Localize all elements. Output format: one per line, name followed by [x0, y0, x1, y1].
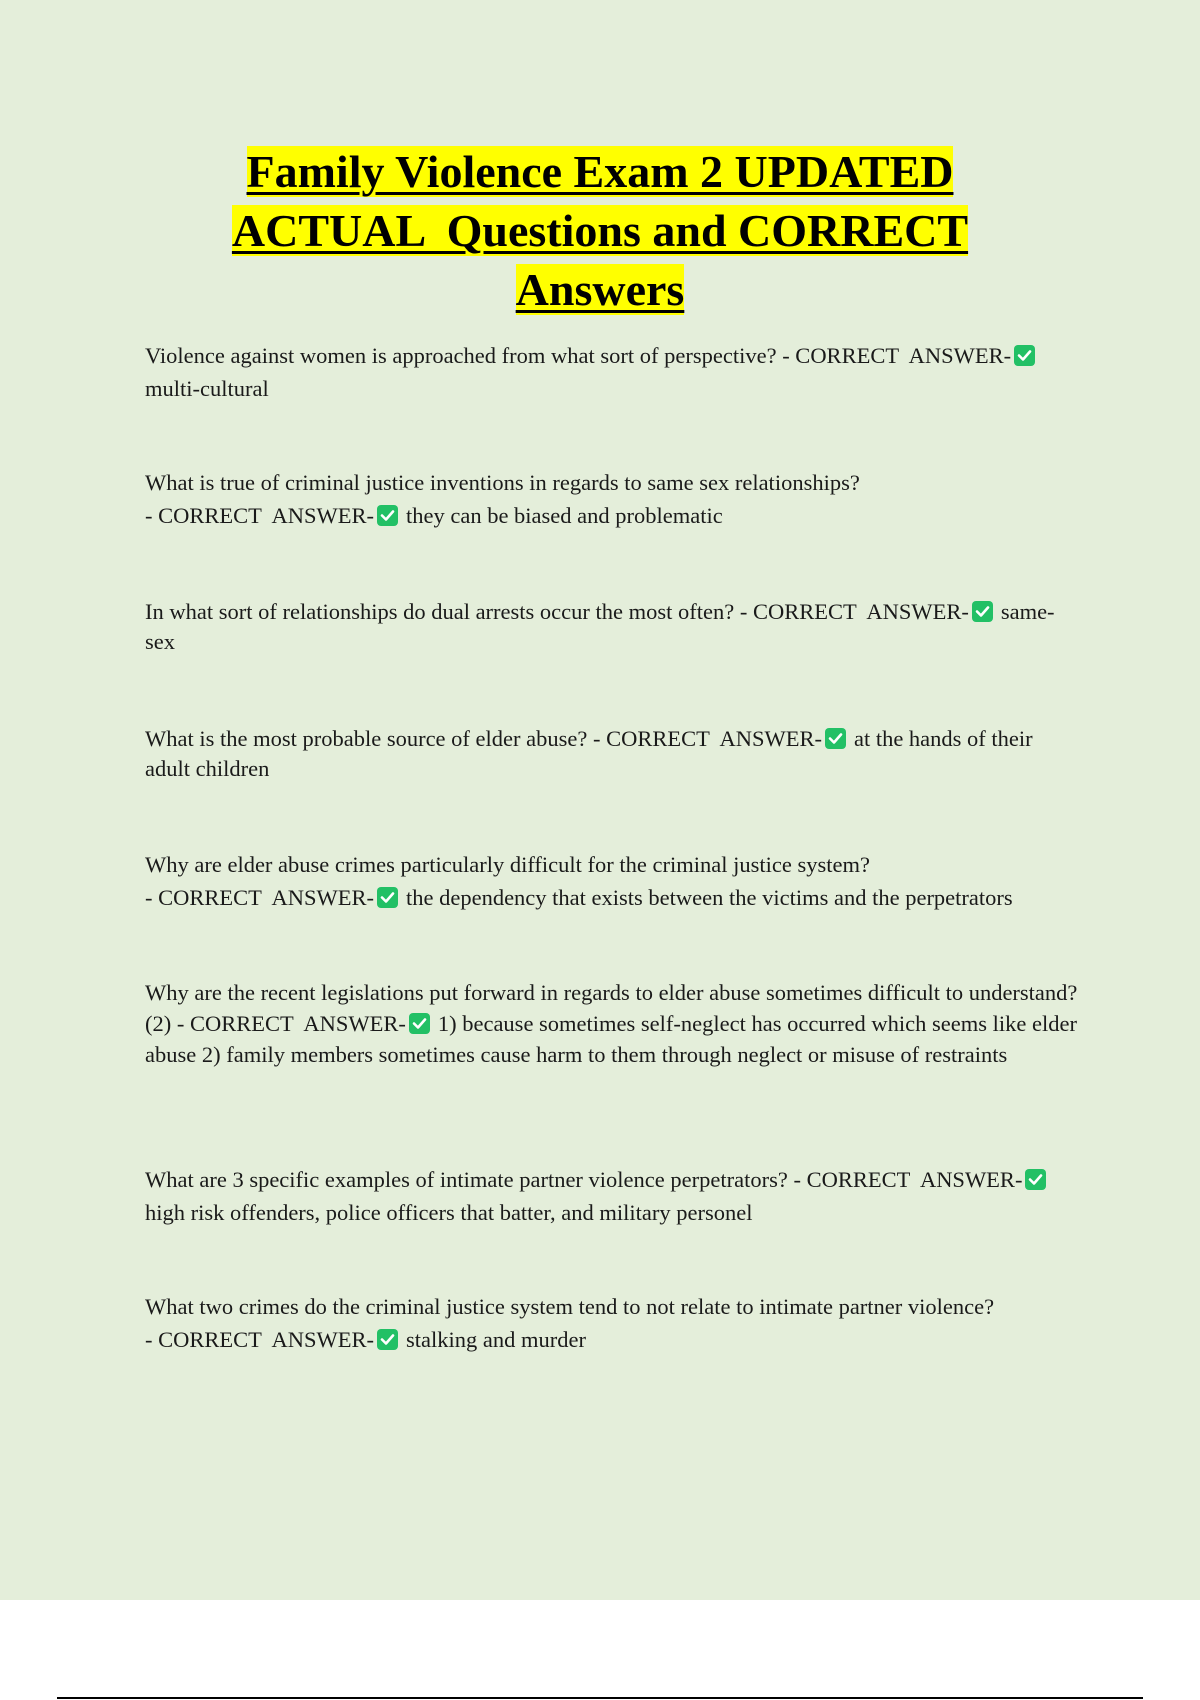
- title-line-3: Answers: [515, 264, 685, 315]
- qa-item: [145, 466, 1080, 532]
- question-text: What is true of criminal justice inventions in regards to same sex relationships?: [145, 470, 860, 495]
- title-line-1: Family Violence Exam 2 UPDATED: [246, 146, 954, 197]
- question-text: Why are the recent legislations put forward in regards to elder abuse sometimes difficult to understand? (2): [145, 980, 1078, 1036]
- check-mark-icon: [972, 601, 993, 622]
- question-text: What is the most probable source of elder abuse?: [145, 726, 588, 751]
- qa-item: [145, 848, 1080, 914]
- check-mark-icon: [377, 1329, 398, 1350]
- answer-marker: - CORRECT ANSWER-: [176, 1011, 406, 1036]
- question-text: What are 3 specific examples of intimate partner violence perpetrators?: [145, 1167, 788, 1192]
- answer-text: same-sex: [145, 599, 1055, 654]
- answer-text: the dependency that exists between the victims and the perpetrators: [405, 885, 1013, 910]
- answer-text: stalking and murder: [405, 1327, 586, 1352]
- question-text: In what sort of relationships do dual arrests occur the most often?: [145, 599, 735, 624]
- answer-text: multi-cultural: [145, 376, 269, 401]
- answer-text: at the hands of their adult children: [145, 726, 1033, 781]
- answer-marker: - CORRECT ANSWER-: [145, 885, 374, 910]
- answer-marker: - CORRECT ANSWER-: [782, 343, 1012, 368]
- qa-item: [145, 1163, 1080, 1229]
- qa-item: [145, 1290, 1080, 1356]
- document-title: [0, 142, 1200, 319]
- check-mark-icon: [377, 505, 398, 526]
- answer-marker: - CORRECT ANSWER-: [793, 1167, 1023, 1192]
- question-text: What two crimes do the criminal justice system tend to not relate to intimate partner violence?: [145, 1294, 995, 1319]
- answer-text: 1) because sometimes self-neglect has occurred which seems like elder abuse 2) family members sometimes cause harm to them through neglect or misuse of restraints: [145, 1011, 1077, 1067]
- qa-item: [145, 597, 1080, 657]
- check-mark-icon: [825, 728, 846, 749]
- check-mark-icon: [1014, 345, 1035, 366]
- check-mark-icon: [1025, 1169, 1046, 1190]
- qa-item: [145, 977, 1080, 1070]
- answer-marker: - CORRECT ANSWER-: [592, 726, 822, 751]
- qa-item: [145, 339, 1080, 405]
- check-mark-icon: [409, 1013, 430, 1034]
- qa-item: [145, 724, 1080, 784]
- answer-marker: - CORRECT ANSWER-: [739, 599, 969, 624]
- answer-text: high risk offenders, police officers that batter, and military personel: [145, 1200, 753, 1225]
- answer-marker: - CORRECT ANSWER-: [145, 1327, 374, 1352]
- footer-divider: [57, 1697, 1143, 1699]
- answer-marker: - CORRECT ANSWER-: [145, 503, 374, 528]
- check-mark-icon: [377, 887, 398, 908]
- question-text: Why are elder abuse crimes particularly difficult for the criminal justice system?: [145, 852, 870, 877]
- answer-text: they can be biased and problematic: [405, 503, 723, 528]
- question-text: Violence against women is approached from what sort of perspective?: [145, 343, 777, 368]
- title-line-2: ACTUAL Questions and CORRECT: [231, 205, 969, 256]
